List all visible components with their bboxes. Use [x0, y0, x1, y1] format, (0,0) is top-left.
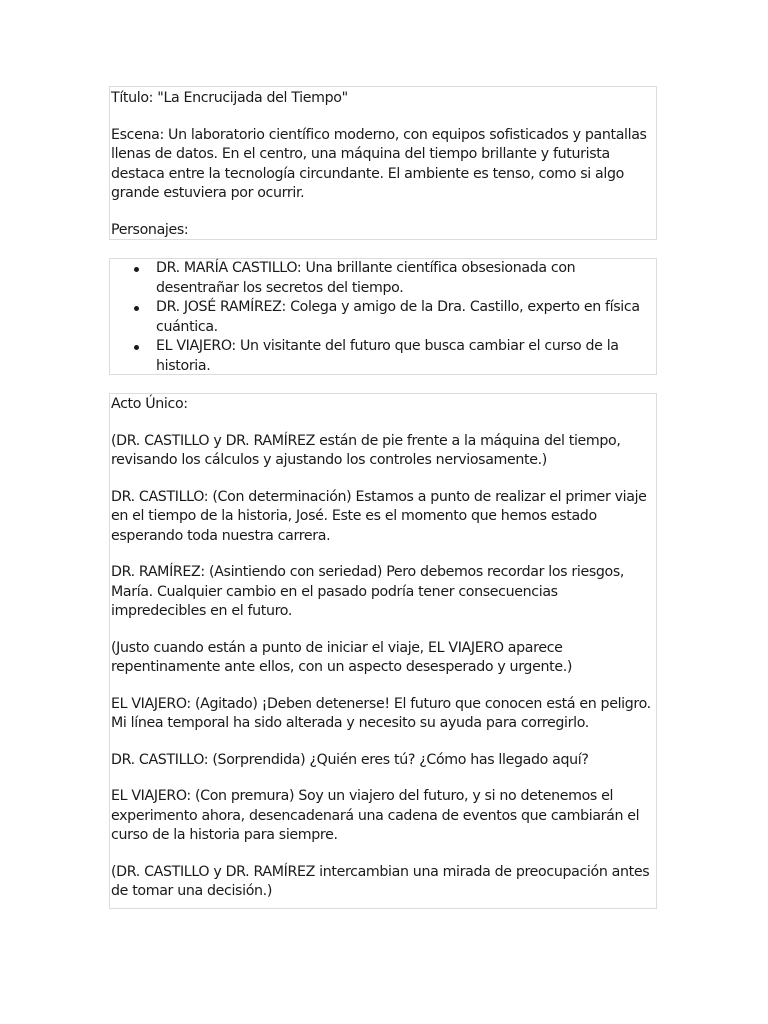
characters-list [110, 259, 656, 376]
scene-description: Escena: Un laboratorio científico moderno, con equipos sofisticados y pantallas llenas de datos. En el centro, una máquina del tiempo brillante y futurista destaca entre la tecnología circundante. El ambiente es tenso, como si algo grande estuviera por ocurrir. [111, 126, 647, 201]
act-paragraph: (DR. CASTILLO y DR. RAMÍREZ están de pie frente a la máquina del tiempo, revisando los cálculos y ajustando los controles nerviosamente.) [111, 432, 621, 468]
act-paragraph: (DR. CASTILLO y DR. RAMÍREZ intercambian una mirada de preocupación antes de tomar una decisión.) [111, 863, 650, 899]
characters-list-block [109, 258, 657, 375]
act-paragraph: DR. RAMÍREZ: (Asintiendo con seriedad) Pero debemos recordar los riesgos, María. Cualquier cambio en el pasado podría tener consecuencias impredecibles en el futuro. [111, 564, 625, 619]
characters-heading: Personajes: [111, 221, 189, 238]
act-paragraph: (Justo cuando están a punto de iniciar el viaje, EL VIAJERO aparece repentinamente ante ellos, con un aspecto desesperado y urgente.) [111, 639, 573, 675]
act-paragraph: DR. CASTILLO: (Sorprendida) ¿Quién eres tú? ¿Cómo has llegado aquí? [111, 751, 589, 768]
character-item-castillo: DR. MARÍA CASTILLO: Una brillante científica obsesionada con desentrañar los secretos del tiempo. [110, 259, 656, 298]
act-heading: Acto Único: [111, 396, 188, 412]
character-item-ramirez: DR. JOSÉ RAMÍREZ: Colega y amigo de la Dra. Castillo, experto en física cuántica. [110, 298, 656, 337]
intro-block [109, 86, 657, 240]
act-paragraph: EL VIAJERO: (Agitado) ¡Deben detenerse! El futuro que conocen está en peligro. Mi línea temporal ha sido alterada y necesito su ayuda para corregirlo. [111, 695, 651, 731]
act-block [109, 393, 657, 909]
act-paragraph: EL VIAJERO: (Con premura) Soy un viajero del futuro, y si no detenemos el experimento ahora, desencadenará una cadena de eventos que cambiarán el curso de la historia para siempre. [111, 788, 640, 843]
document-title: Título: "La Encrucijada del Tiempo" [111, 90, 348, 106]
act-paragraph: DR. CASTILLO: (Con determinación) Estamos a punto de realizar el primer viaje en el tiempo de la historia, José. Este es el momento que hemos estado esperando toda nuestra carrera. [111, 488, 647, 544]
character-item-viajero: EL VIAJERO: Un visitante del futuro que busca cambiar el curso de la historia. [110, 337, 656, 376]
